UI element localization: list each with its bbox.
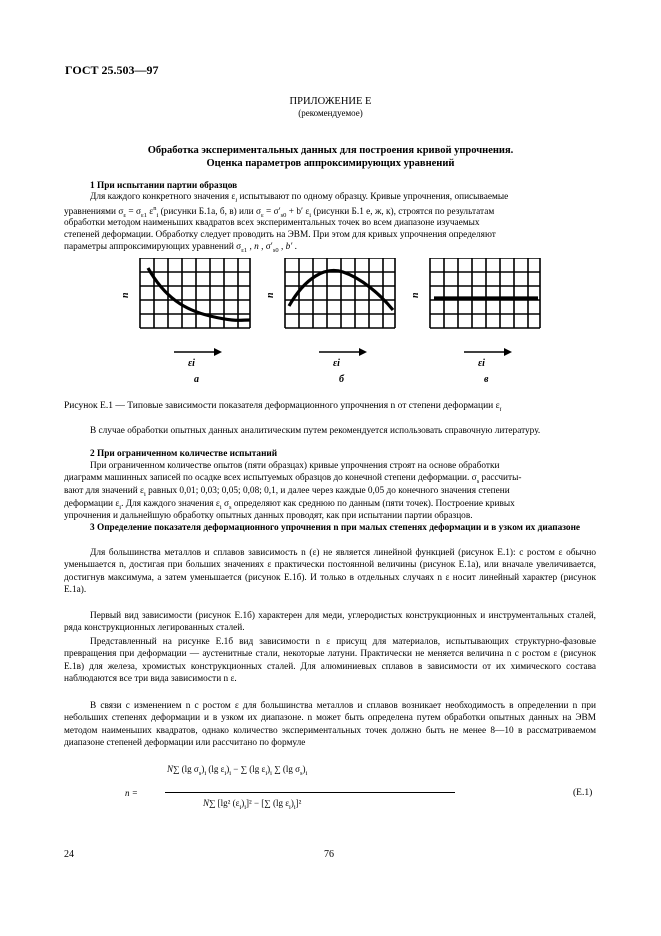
panel-c-xlabel: εi bbox=[478, 358, 485, 369]
panel-b-label: б bbox=[339, 374, 344, 385]
document-code: ГОСТ 25.503—97 bbox=[65, 63, 159, 77]
panel-a-label: а bbox=[194, 374, 199, 385]
s1-line3: обработки методом наименьших квадратов всех экспериментальных точек во всем диапазоне изучаемых bbox=[64, 218, 480, 228]
panel-a-grid bbox=[140, 258, 250, 328]
appendix-title: ПРИЛОЖЕНИЕ Е bbox=[289, 96, 372, 107]
formula-lhs: n = bbox=[125, 788, 138, 798]
panel-c-ylabel: n bbox=[410, 292, 421, 298]
after-figure-paragraph: В случае обработки опытных данных аналитическим путем рекомендуется использовать справочную литературу. bbox=[90, 426, 541, 436]
panel-a-curve bbox=[148, 268, 250, 320]
s2-line3: вают для значений $\varepsilon_i$ равных 0,01; 0,03; 0,05; 0,08; 0,1, и далее через каждые 0,05 до конечного значения степени bbox=[64, 486, 510, 498]
s2-line2: диаграмм машинных записей по осадке всех испытуемых образцов до конечной степени деформации. $\sigma_s$ рассчиты- bbox=[64, 473, 522, 485]
formula-numerator: N∑ (lg $\sigma_s)_i$ (lg $\varepsilon_i)_i$ − ∑ (lg $\varepsilon_i)_i$ ∑ (lg $\sigma_s)_i$ bbox=[167, 764, 308, 777]
formula-e1 bbox=[125, 762, 455, 814]
formula-fraction-bar bbox=[165, 792, 455, 793]
formula-number: (Е.1) bbox=[573, 788, 593, 798]
s2-heading: 2 При ограниченном количестве испытаний bbox=[90, 449, 278, 459]
panel-b bbox=[265, 258, 395, 385]
s3-paragraph-1: Для большинства металлов и сплавов зависимость n (ε) не является линейной функцией (рисунок Е.1): с ростом ε обычно уменьшается n, достигая при больших значениях ε практически постоянной величины (рисунок Е.1а), или вначале увеличивается, достигнув максимума, а затем уменьшается (рисунок Е.1б). И только в отдельных случаях n ε носит линейный характер (рисунок Е.1а). bbox=[64, 548, 596, 595]
formula-denominator: N∑ [lg² $(\varepsilon_i)_i]^2$ − [∑ (lg $\varepsilon_i)_i]^2$ bbox=[203, 798, 302, 811]
panel-b-xlabel: εi bbox=[333, 358, 340, 369]
s3-heading: 3 Определение показателя деформационного упрочнения n при малых степенях деформации и в узком их диапазоне bbox=[90, 523, 581, 533]
page-number-center: 76 bbox=[324, 849, 334, 860]
panel-a-ylabel: n bbox=[120, 292, 131, 298]
s2-line1: При ограниченном количестве опытов (пяти образцах) кривые упрочнения строят на основе обработки bbox=[90, 461, 500, 471]
s1-heading: 1 При испытании партии образцов bbox=[90, 181, 238, 191]
figure-e1 bbox=[120, 258, 560, 388]
s1-paragraph: Для каждого конкретного значения $\varepsilon_i$ испытывают по одному образцу. Кривые упрочнения, описываемые bbox=[90, 192, 509, 204]
panel-b-ylabel: n bbox=[265, 292, 276, 298]
panel-c-grid bbox=[430, 258, 540, 328]
s3-paragraph-3: Представленный на рисунке Е.1б вид зависимости n ε присущ для материалов, испытывающих структурно-фазовые превращения при деформации — аустенитные стали, некоторые латуни. Практически не меняется величина n с ростом ε (рисунок Е.1в) для железа, хромистых конструкционных сталей. Для алюминиевых сплавов в зависимости от их химического состава наблюдаются все три вида зависимости n ε. bbox=[64, 637, 596, 684]
s1-line2: уравнениями $\sigma_\varepsilon = \sigma_{\varepsilon 1}$ $\varepsilon^n_i$ (рисунки Б.1а, б, в) или $\sigma_\varepsilon = \sigma'_{s0} + b'$ $\varepsilon_i$ (рисунки Б.1 е, ж, к), строятся по результатам bbox=[64, 205, 495, 219]
s1-line5: параметры аппроксимирующих уравнений $\sigma_{\varepsilon 1}$ , n , $\sigma'_{s0}$ , b′ . bbox=[64, 242, 297, 254]
s3-paragraph-2: Первый вид зависимости (рисунок Е.1б) характерен для меди, углеродистых конструкционных и инструментальных сталей, ряда конструкционных легированных сталей. bbox=[64, 611, 596, 634]
panel-a-xlabel: εi bbox=[188, 358, 195, 369]
s3-paragraph-4: В связи с изменением n с ростом ε для большинства металлов и сплавов возникает необходимость в определении n при небольших степенях деформации и в узком их диапазоне. n может быть определена путем обработки опытных данных на ЭВМ методом наименьших квадратов, однако количество экспериментальных точек должно быть не менее 8—10 в рассматриваемом диапазоне степеней деформации или рассчитано по формуле bbox=[64, 701, 596, 748]
figure-caption: Рисунок Е.1 — Типовые зависимости показателя деформационного упрочнения n от степени деформации $\varepsilon_i$ bbox=[64, 401, 502, 413]
appendix-note: (рекомендуемое) bbox=[298, 108, 363, 118]
s2-line5: упрочнения и дальнейшую обработку опытных данных проводят, как при испытании партии образцов. bbox=[64, 511, 473, 521]
page-number-left: 24 bbox=[64, 849, 74, 860]
panel-a bbox=[120, 258, 250, 385]
panel-c bbox=[410, 258, 540, 385]
section-title: Обработка экспериментальных данных для построения кривой упрочнения. Оценка параметров аппроксимирующих уравнений bbox=[147, 145, 514, 169]
s2-line4: деформации $\varepsilon_i$. Для каждого значения $\varepsilon_i$ $\sigma_s$ определяют как среднюю по данным (пяти точек). Построение кривых bbox=[64, 499, 515, 511]
panel-c-label: в bbox=[484, 374, 489, 385]
s1-line4: степеней деформации. Обработку следует проводить на ЭВМ. При этом для кривых упрочнения определяют bbox=[64, 230, 496, 240]
